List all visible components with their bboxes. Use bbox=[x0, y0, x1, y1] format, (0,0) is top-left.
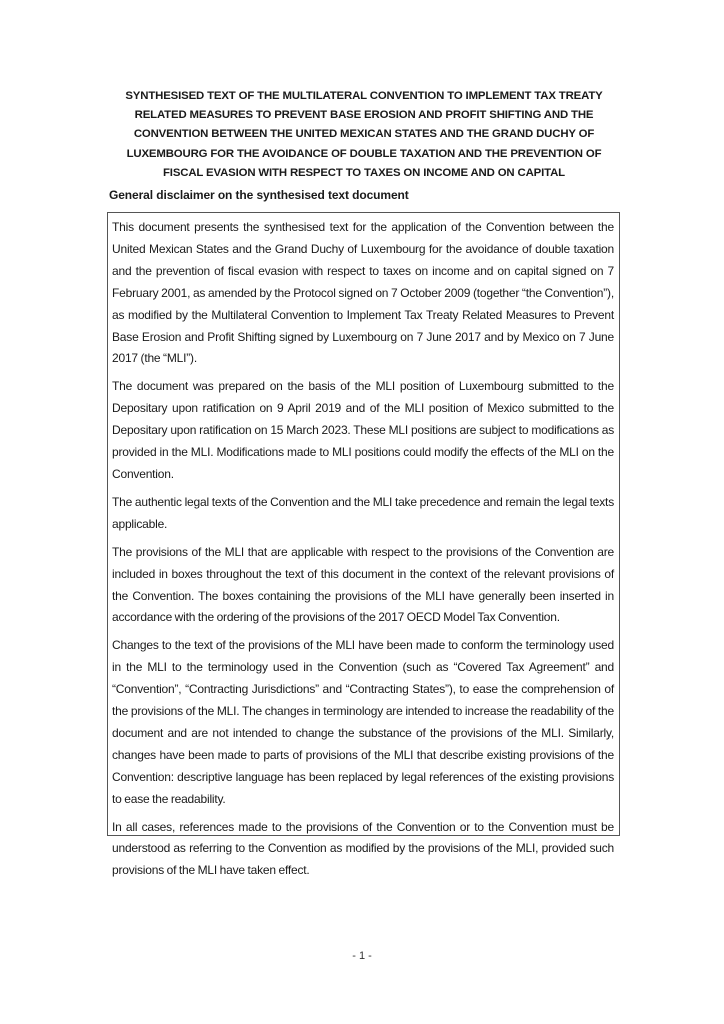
disclaimer-heading: General disclaimer on the synthesised text document bbox=[109, 188, 409, 202]
disclaimer-paragraph-terminology: Changes to the text of the provisions of the MLI have been made to conform the terminology used in the MLI to the terminology used in the Convention (such as “Covered Tax Agreement” and “Convention”, “Contracting Jurisdictions” and “Contracting States”), to ease the comprehension of the provisions of the MLI. The changes in terminology are intended to increase the readability of the document and are not intended to change the substance of the provisions of the MLI. Similarly, changes have been made to parts of provisions of the MLI that describe existing provisions of the Convention: descriptive language has been replaced by legal references of the existing provisions to ease the readability. bbox=[112, 638, 614, 806]
disclaimer-paragraph-scope: This document presents the synthesised text for the application of the Convention between the United Mexican States and the Grand Duchy of Luxembourg for the avoidance of double taxation and the prevention of fiscal evasion with respect to taxes on income and on capital signed on 7 February 2001, as amended by the Protocol signed on 7 October 2009 (together “the Convention”), as modified by the Multilateral Convention to Implement Tax Treaty Related Measures to Prevent Base Erosion and Profit Shifting signed by Luxembourg on 7 June 2017 and by Mexico on 7 June 2017 (the “MLI”). bbox=[112, 220, 614, 366]
disclaimer-paragraph-mli-positions: The document was prepared on the basis of the MLI position of Luxembourg submitted to the Depositary upon ratification on 9 April 2019 and of the MLI position of Mexico submitted to the Depositary upon ratification on 15 March 2023. These MLI positions are subject to modifications as provided in the MLI. Modifications made to MLI positions could modify the effects of the MLI on the Convention. bbox=[112, 379, 614, 481]
disclaimer-paragraph-authentic-texts: The authentic legal texts of the Convention and the MLI take precedence and remain the legal texts applicable. bbox=[112, 494, 614, 531]
page-number: - 1 - bbox=[352, 950, 372, 962]
disclaimer-paragraph-boxes: The provisions of the MLI that are applicable with respect to the provisions of the Convention are included in boxes throughout the text of this document in the context of the relevant provisions of the Convention. The boxes containing the provisions of the MLI have generally been inserted in accordance with the ordering of the provisions of the 2017 OECD Model Tax Convention. bbox=[112, 544, 614, 625]
document-title bbox=[108, 87, 620, 183]
disclaimer-box bbox=[107, 212, 620, 878]
title-line-3: CONVENTION BETWEEN THE UNITED MEXICAN STATES AND THE GRAND DUCHY OF bbox=[133, 128, 595, 141]
title-line-2: RELATED MEASURES TO PREVENT BASE EROSION AND PROFIT SHIFTING AND THE bbox=[134, 109, 594, 122]
disclaimer-paragraph-references: In all cases, references made to the provisions of the Convention or to the Convention must be understood as referring to the Convention as modified by the provisions of the MLI, provided such provisions of the MLI have taken effect. bbox=[112, 819, 614, 878]
title-line-1: SYNTHESISED TEXT OF THE MULTILATERAL CONVENTION TO IMPLEMENT TAX TREATY bbox=[125, 90, 603, 102]
title-line-5: FISCAL EVASION WITH RESPECT TO TAXES ON INCOME AND ON CAPITAL bbox=[163, 166, 565, 179]
title-line-4: LUXEMBOURG FOR THE AVOIDANCE OF DOUBLE TAXATION AND THE PREVENTION OF bbox=[126, 147, 602, 160]
